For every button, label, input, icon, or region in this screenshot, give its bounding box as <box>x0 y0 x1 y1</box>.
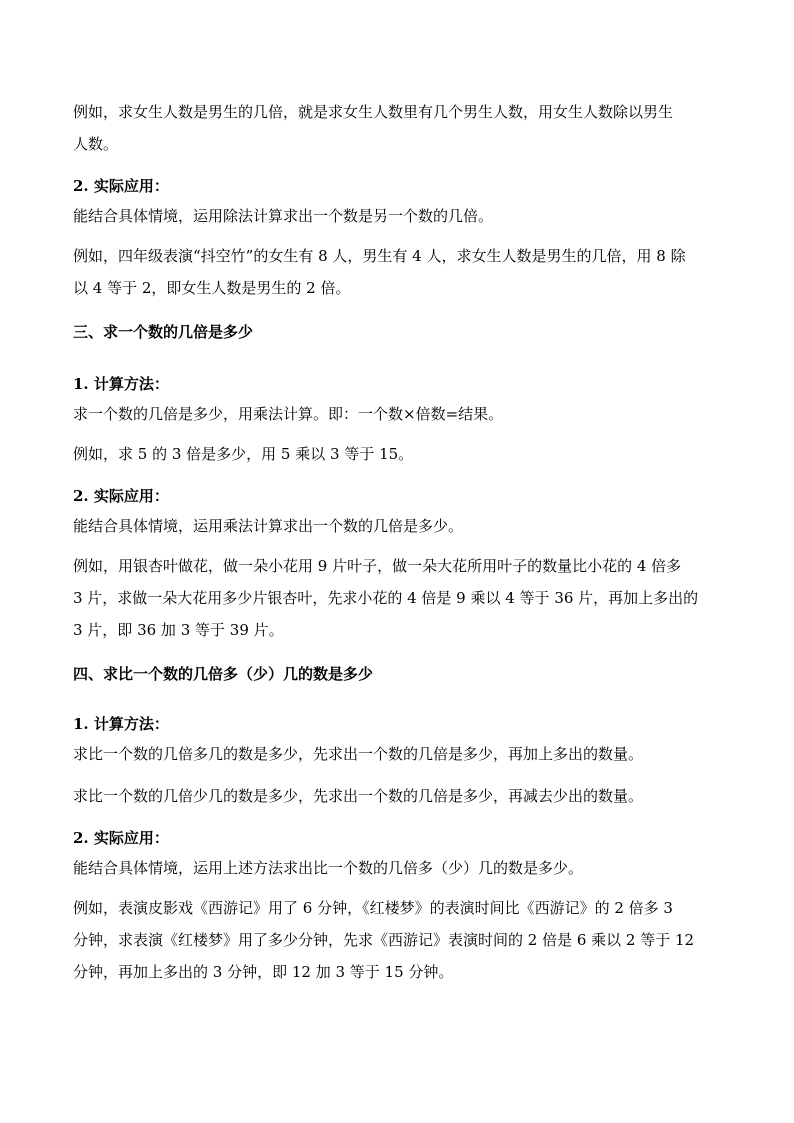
application-heading-4: 2. 实际应用： <box>73 829 169 847</box>
text-line: 例如，四年级表演“抖空竹”的女生有 8 人，男生有 4 人，求女生人数是男生的几倍，用 8 除 <box>73 247 686 265</box>
section-title-3: 三、求一个数的几倍是多少 <box>73 323 254 341</box>
application-text-4: 能结合具体情境，运用上述方法求出比一个数的几倍多（少）几的数是多少。 <box>73 859 584 877</box>
example-paragraph-1 <box>73 96 723 160</box>
text-line: 以 4 等于 2，即女生人数是男生的 2 倍。 <box>73 279 351 297</box>
method-heading-4: 1. 计算方法： <box>73 715 169 733</box>
text-line: 3 片，求做一朵大花用多少片银杏叶，先求小花的 4 倍是 9 乘以 4 等于 36 片，再加上多出的 <box>73 589 699 607</box>
application-text-3: 能结合具体情境，运用乘法计算求出一个数的几倍是多少。 <box>73 517 464 535</box>
method-text-4a: 求比一个数的几倍多几的数是多少，先求出一个数的几倍是多少，再加上多出的数量。 <box>73 745 644 763</box>
example-paragraph-5 <box>73 892 723 988</box>
method-text-4b: 求比一个数的几倍少几的数是多少，先求出一个数的几倍是多少，再减去少出的数量。 <box>73 787 644 805</box>
text-line: 例如，表演皮影戏《西游记》用了 6 分钟，《红楼梦》的表演时间比《西游记》的 2 倍多 3 <box>73 899 673 917</box>
section-title-4: 四、求比一个数的几倍多（少）几的数是多少 <box>73 665 374 683</box>
example-paragraph-3: 例如，求 5 的 3 倍是多少，用 5 乘以 3 等于 15。 <box>73 445 414 463</box>
text-line: 例如，用银杏叶做花，做一朵小花用 9 片叶子，做一朵大花所用叶子的数量比小花的 4 倍多 <box>73 557 682 575</box>
example-paragraph-2 <box>73 240 723 304</box>
application-heading-3: 2. 实际应用： <box>73 487 169 505</box>
method-heading-3: 1. 计算方法： <box>73 375 169 393</box>
application-text-1: 能结合具体情境，运用除法计算求出一个数是另一个数的几倍。 <box>73 207 494 225</box>
text-line: 分钟，求表演《红楼梦》用了多少分钟，先求《西游记》表演时间的 2 倍是 6 乘以 2 等于 12 <box>73 931 695 949</box>
application-heading-1: 2. 实际应用： <box>73 177 169 195</box>
text-line: 3 片，即 36 加 3 等于 39 片。 <box>73 621 284 639</box>
text-line: 分钟，再加上多出的 3 分钟，即 12 加 3 等于 15 分钟。 <box>73 963 454 981</box>
example-paragraph-4 <box>73 550 723 646</box>
text-line: 例如，求女生人数是男生的几倍，就是求女生人数里有几个男生人数，用女生人数除以男生 <box>73 103 674 121</box>
method-text-3: 求一个数的几倍是多少，用乘法计算。即：一个数×倍数=结果。 <box>73 405 504 423</box>
text-line: 人数。 <box>73 135 119 153</box>
